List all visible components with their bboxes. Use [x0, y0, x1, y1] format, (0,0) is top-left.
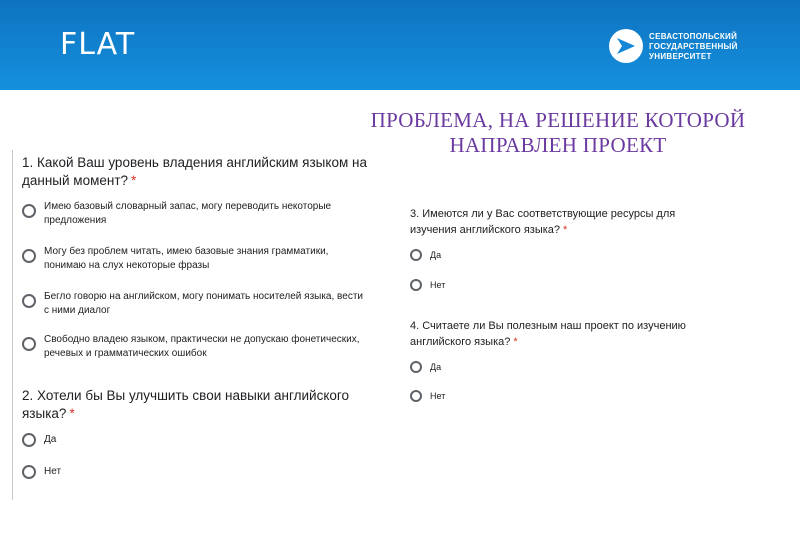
option-label: Нет — [430, 280, 446, 290]
option-label-line: речевых и грамматических ошибок — [44, 348, 207, 359]
radio-button[interactable] — [410, 390, 422, 402]
required-mark: * — [563, 224, 568, 236]
option-label — [44, 200, 394, 228]
required-mark: * — [69, 406, 75, 421]
option-label-line: предложения — [44, 215, 107, 226]
radio-button[interactable] — [410, 361, 422, 373]
option-label-line: Свободно владею языком, практически не допускаю фонетических, — [44, 334, 360, 345]
option-label: Нет — [44, 466, 62, 477]
radio-button[interactable] — [410, 279, 422, 291]
radio-button[interactable] — [22, 294, 36, 308]
question-1 — [22, 154, 392, 190]
option-label: Да — [430, 362, 442, 372]
option-label-line: Бегло говорю на английском, могу понимать носителей языка, вести — [44, 291, 363, 302]
university-logo — [608, 28, 788, 68]
slide-title — [320, 108, 796, 158]
option-label — [44, 333, 394, 361]
option-label-line: с ними диалог — [44, 305, 111, 316]
question-text — [410, 206, 770, 238]
option-label: Да — [44, 434, 57, 445]
option-label: Да — [430, 250, 442, 260]
question-3 — [410, 206, 770, 238]
logo-line: СЕВАСТОПОЛЬСКИЙ — [649, 32, 738, 41]
radio-button[interactable] — [22, 433, 36, 447]
option-label — [44, 245, 394, 273]
logo-line: ГОСУДАРСТВЕННЫЙ — [649, 42, 738, 51]
logo-line: УНИВЕРСИТЕТ — [649, 52, 712, 61]
option-label: Нет — [430, 391, 446, 401]
required-mark: * — [513, 336, 518, 348]
question-text-line: 2. Хотели бы Вы улучшить свои навыки английского — [22, 388, 350, 403]
slide-title-line: НАПРАВЛЕН ПРОЕКТ — [449, 133, 667, 157]
form-border — [12, 150, 13, 500]
radio-button[interactable] — [22, 337, 36, 351]
radio-button[interactable] — [410, 249, 422, 261]
option-label-line: понимаю на слух некоторые фразы — [44, 260, 210, 271]
brand-title: FLAT — [60, 27, 136, 62]
option-label — [44, 290, 394, 318]
question-text — [22, 154, 392, 190]
logo-text — [649, 32, 738, 62]
question-text-line: 1. Какой Ваш уровень владения английским языком на — [22, 155, 367, 170]
question-4 — [410, 318, 770, 350]
question-text-line: 3. Имеются ли у Вас соответствующие ресурсы для — [410, 208, 676, 220]
required-mark: * — [131, 173, 137, 188]
university-logo-icon — [608, 28, 644, 64]
slide-title-line: ПРОБЛЕМА, НА РЕШЕНИЕ КОТОРОЙ — [370, 108, 746, 132]
option-label-line: Имею базовый словарный запас, могу переводить некоторые — [44, 201, 332, 212]
question-text-line: английского языка? — [410, 336, 511, 348]
question-text-line: 4. Считаете ли Вы полезным наш проект по изучению — [410, 320, 686, 332]
question-text — [410, 318, 770, 350]
slide-header — [0, 0, 800, 90]
question-text-line: языка? — [22, 406, 67, 421]
question-text-line: изучения английского языка? — [410, 224, 561, 236]
question-2 — [22, 387, 392, 423]
radio-button[interactable] — [22, 249, 36, 263]
question-text-line: данный момент? — [22, 173, 129, 188]
option-label-line: Могу без проблем читать, имею базовые знания грамматики, — [44, 246, 329, 257]
radio-button[interactable] — [22, 204, 36, 218]
question-text — [22, 387, 392, 423]
radio-button[interactable] — [22, 465, 36, 479]
